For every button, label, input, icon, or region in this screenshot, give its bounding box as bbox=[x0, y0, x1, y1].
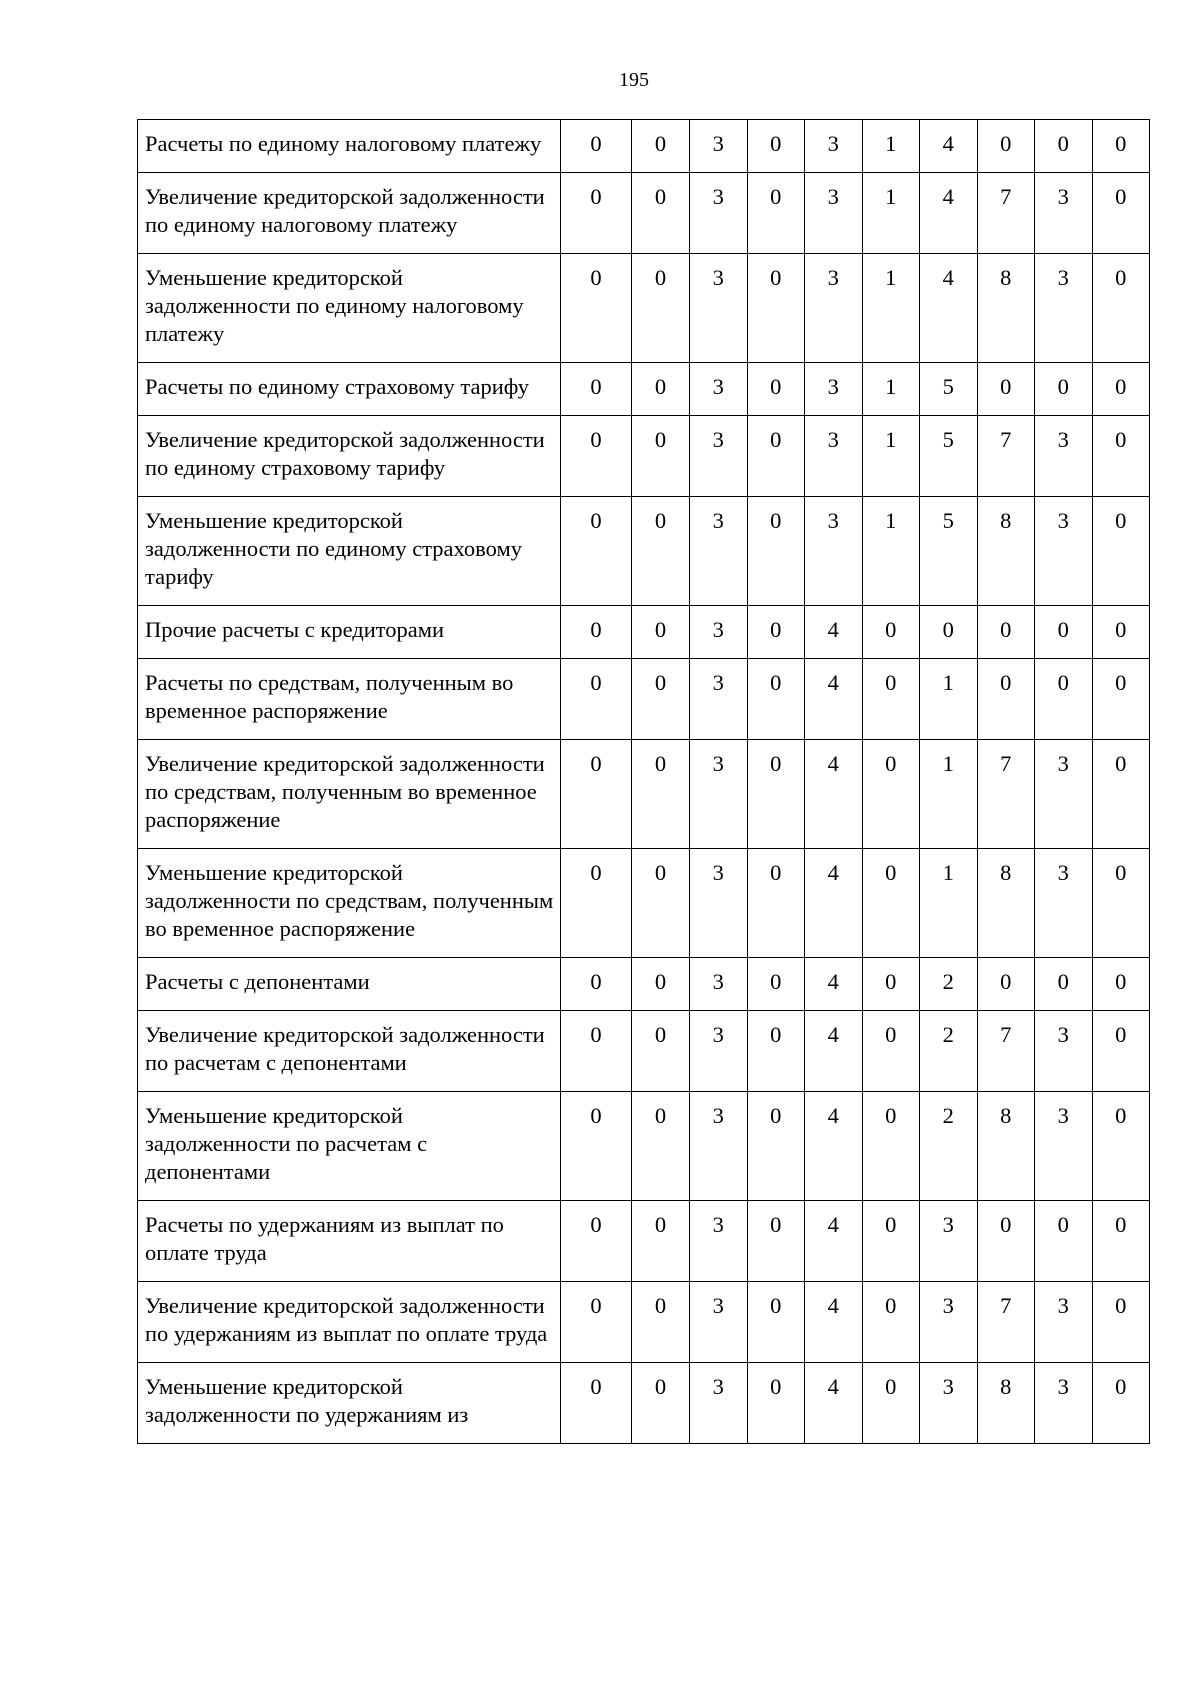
code-digit-cell: 0 bbox=[977, 958, 1035, 1011]
table-row bbox=[138, 497, 1150, 606]
code-digit-cell: 0 bbox=[1092, 659, 1150, 740]
code-digit-cell: 0 bbox=[1092, 1363, 1150, 1444]
code-digit-cell: 4 bbox=[805, 1092, 863, 1201]
code-digit-cell: 8 bbox=[977, 497, 1035, 606]
code-digit-cell: 0 bbox=[561, 1092, 632, 1201]
code-digit-cell: 3 bbox=[920, 1282, 978, 1363]
code-digit-cell: 4 bbox=[805, 1282, 863, 1363]
code-digit-cell: 0 bbox=[977, 1201, 1035, 1282]
code-digit-cell: 3 bbox=[805, 363, 863, 416]
table-body bbox=[138, 120, 1150, 1444]
code-digit-cell: 5 bbox=[920, 363, 978, 416]
code-digit-cell: 0 bbox=[561, 173, 632, 254]
code-digit-cell: 0 bbox=[1092, 958, 1150, 1011]
account-name-cell: Расчеты по единому налоговому платежу bbox=[138, 120, 561, 173]
table-row bbox=[138, 740, 1150, 849]
code-digit-cell: 0 bbox=[1092, 849, 1150, 958]
code-digit-cell: 3 bbox=[690, 958, 748, 1011]
code-digit-cell: 2 bbox=[920, 958, 978, 1011]
code-digit-cell: 3 bbox=[690, 497, 748, 606]
code-digit-cell: 0 bbox=[632, 1282, 690, 1363]
code-digit-cell: 3 bbox=[690, 740, 748, 849]
code-digit-cell: 7 bbox=[977, 740, 1035, 849]
table-row bbox=[138, 1363, 1150, 1444]
code-digit-cell: 0 bbox=[561, 659, 632, 740]
code-digit-cell: 0 bbox=[977, 363, 1035, 416]
code-digit-cell: 3 bbox=[690, 120, 748, 173]
code-digit-cell: 0 bbox=[1035, 659, 1093, 740]
code-digit-cell: 0 bbox=[632, 173, 690, 254]
code-digit-cell: 0 bbox=[747, 1201, 805, 1282]
code-digit-cell: 0 bbox=[632, 1011, 690, 1092]
table-row bbox=[138, 1201, 1150, 1282]
account-name-cell: Уменьшение кредиторской задолженности по единому налоговому платежу bbox=[138, 254, 561, 363]
code-digit-cell: 1 bbox=[920, 740, 978, 849]
code-digit-cell: 0 bbox=[862, 606, 920, 659]
code-digit-cell: 0 bbox=[747, 363, 805, 416]
table-row bbox=[138, 606, 1150, 659]
code-digit-cell: 7 bbox=[977, 1282, 1035, 1363]
code-digit-cell: 0 bbox=[1035, 958, 1093, 1011]
code-digit-cell: 0 bbox=[747, 958, 805, 1011]
code-digit-cell: 3 bbox=[1035, 416, 1093, 497]
code-digit-cell: 3 bbox=[805, 497, 863, 606]
code-digit-cell: 0 bbox=[862, 958, 920, 1011]
code-digit-cell: 0 bbox=[561, 1201, 632, 1282]
page-number: 195 bbox=[619, 69, 649, 91]
code-digit-cell: 0 bbox=[862, 1282, 920, 1363]
code-digit-cell: 0 bbox=[1092, 254, 1150, 363]
code-digit-cell: 0 bbox=[862, 1011, 920, 1092]
account-name-cell: Уменьшение кредиторской задолженности по расчетам с депонентами bbox=[138, 1092, 561, 1201]
code-digit-cell: 0 bbox=[747, 497, 805, 606]
account-codes-table bbox=[137, 119, 1150, 1444]
code-digit-cell: 1 bbox=[862, 120, 920, 173]
code-digit-cell: 3 bbox=[1035, 497, 1093, 606]
code-digit-cell: 4 bbox=[920, 173, 978, 254]
account-name-cell: Прочие расчеты с кредиторами bbox=[138, 606, 561, 659]
code-digit-cell: 0 bbox=[561, 254, 632, 363]
code-digit-cell: 3 bbox=[690, 173, 748, 254]
code-digit-cell: 4 bbox=[805, 659, 863, 740]
account-name-cell: Расчеты по единому страховому тарифу bbox=[138, 363, 561, 416]
code-digit-cell: 0 bbox=[1092, 497, 1150, 606]
account-name-cell: Уменьшение кредиторской задолженности по удержаниям из bbox=[138, 1363, 561, 1444]
code-digit-cell: 8 bbox=[977, 849, 1035, 958]
table-row bbox=[138, 363, 1150, 416]
code-digit-cell: 1 bbox=[862, 497, 920, 606]
code-digit-cell: 4 bbox=[805, 740, 863, 849]
code-digit-cell: 4 bbox=[805, 849, 863, 958]
code-digit-cell: 3 bbox=[690, 1092, 748, 1201]
account-name-cell: Расчеты по удержаниям из выплат по оплате труда bbox=[138, 1201, 561, 1282]
account-name-cell: Увеличение кредиторской задолженности по единому страховому тарифу bbox=[138, 416, 561, 497]
code-digit-cell: 0 bbox=[632, 497, 690, 606]
code-digit-cell: 8 bbox=[977, 1363, 1035, 1444]
code-digit-cell: 4 bbox=[805, 1011, 863, 1092]
code-digit-cell: 3 bbox=[690, 1011, 748, 1092]
table-row bbox=[138, 1282, 1150, 1363]
code-digit-cell: 4 bbox=[805, 606, 863, 659]
code-digit-cell: 3 bbox=[690, 1282, 748, 1363]
code-digit-cell: 0 bbox=[632, 659, 690, 740]
code-digit-cell: 0 bbox=[862, 849, 920, 958]
code-digit-cell: 0 bbox=[632, 958, 690, 1011]
code-digit-cell: 0 bbox=[632, 254, 690, 363]
account-name-cell: Увеличение кредиторской задолженности по удержаниям из выплат по оплате труда bbox=[138, 1282, 561, 1363]
code-digit-cell: 0 bbox=[561, 958, 632, 1011]
code-digit-cell: 7 bbox=[977, 416, 1035, 497]
code-digit-cell: 3 bbox=[1035, 740, 1093, 849]
code-digit-cell: 0 bbox=[1035, 120, 1093, 173]
table-row bbox=[138, 416, 1150, 497]
code-digit-cell: 4 bbox=[805, 1201, 863, 1282]
code-digit-cell: 0 bbox=[747, 120, 805, 173]
code-digit-cell: 0 bbox=[1035, 606, 1093, 659]
table-row bbox=[138, 1092, 1150, 1201]
code-digit-cell: 3 bbox=[1035, 1092, 1093, 1201]
code-digit-cell: 0 bbox=[747, 416, 805, 497]
code-digit-cell: 0 bbox=[632, 1092, 690, 1201]
code-digit-cell: 0 bbox=[632, 849, 690, 958]
table-row bbox=[138, 173, 1150, 254]
code-digit-cell: 5 bbox=[920, 416, 978, 497]
code-digit-cell: 0 bbox=[561, 416, 632, 497]
code-digit-cell: 4 bbox=[805, 1363, 863, 1444]
code-digit-cell: 3 bbox=[1035, 1363, 1093, 1444]
code-digit-cell: 3 bbox=[690, 606, 748, 659]
code-digit-cell: 0 bbox=[1035, 1201, 1093, 1282]
code-digit-cell: 3 bbox=[690, 849, 748, 958]
code-digit-cell: 3 bbox=[920, 1201, 978, 1282]
code-digit-cell: 0 bbox=[561, 497, 632, 606]
code-digit-cell: 0 bbox=[1092, 363, 1150, 416]
code-digit-cell: 0 bbox=[1092, 1011, 1150, 1092]
account-name-cell: Увеличение кредиторской задолженности по расчетам с депонентами bbox=[138, 1011, 561, 1092]
code-digit-cell: 3 bbox=[805, 173, 863, 254]
code-digit-cell: 0 bbox=[632, 1201, 690, 1282]
code-digit-cell: 2 bbox=[920, 1011, 978, 1092]
code-digit-cell: 0 bbox=[747, 1282, 805, 1363]
code-digit-cell: 0 bbox=[747, 849, 805, 958]
code-digit-cell: 0 bbox=[1092, 1092, 1150, 1201]
code-digit-cell: 3 bbox=[690, 254, 748, 363]
code-digit-cell: 1 bbox=[862, 254, 920, 363]
table-row bbox=[138, 958, 1150, 1011]
code-digit-cell: 0 bbox=[747, 173, 805, 254]
code-digit-cell: 3 bbox=[690, 1201, 748, 1282]
account-name-cell: Уменьшение кредиторской задолженности по средствам, полученным во временное распоряжение bbox=[138, 849, 561, 958]
code-digit-cell: 0 bbox=[1035, 363, 1093, 416]
code-digit-cell: 0 bbox=[747, 1092, 805, 1201]
account-name-cell: Расчеты по средствам, полученным во временное распоряжение bbox=[138, 659, 561, 740]
code-digit-cell: 0 bbox=[632, 416, 690, 497]
code-digit-cell: 0 bbox=[977, 120, 1035, 173]
code-digit-cell: 0 bbox=[862, 740, 920, 849]
code-digit-cell: 3 bbox=[690, 416, 748, 497]
table-row bbox=[138, 659, 1150, 740]
code-digit-cell: 3 bbox=[1035, 254, 1093, 363]
code-digit-cell: 3 bbox=[690, 363, 748, 416]
code-digit-cell: 3 bbox=[805, 254, 863, 363]
code-digit-cell: 0 bbox=[632, 606, 690, 659]
code-digit-cell: 0 bbox=[747, 1011, 805, 1092]
table-row bbox=[138, 120, 1150, 173]
code-digit-cell: 0 bbox=[561, 740, 632, 849]
code-digit-cell: 0 bbox=[747, 1363, 805, 1444]
code-digit-cell: 3 bbox=[1035, 173, 1093, 254]
code-digit-cell: 1 bbox=[920, 849, 978, 958]
code-digit-cell: 1 bbox=[862, 363, 920, 416]
code-digit-cell: 0 bbox=[862, 1363, 920, 1444]
code-digit-cell: 0 bbox=[632, 120, 690, 173]
code-digit-cell: 0 bbox=[862, 659, 920, 740]
code-digit-cell: 7 bbox=[977, 1011, 1035, 1092]
account-name-cell: Уменьшение кредиторской задолженности по единому страховому тарифу bbox=[138, 497, 561, 606]
code-digit-cell: 7 bbox=[977, 173, 1035, 254]
code-digit-cell: 8 bbox=[977, 1092, 1035, 1201]
code-digit-cell: 0 bbox=[632, 740, 690, 849]
code-digit-cell: 0 bbox=[561, 1363, 632, 1444]
code-digit-cell: 3 bbox=[1035, 1282, 1093, 1363]
code-digit-cell: 1 bbox=[862, 416, 920, 497]
code-digit-cell: 3 bbox=[805, 120, 863, 173]
code-digit-cell: 0 bbox=[747, 659, 805, 740]
code-digit-cell: 5 bbox=[920, 497, 978, 606]
code-digit-cell: 3 bbox=[805, 416, 863, 497]
code-digit-cell: 0 bbox=[977, 606, 1035, 659]
code-digit-cell: 0 bbox=[920, 606, 978, 659]
code-digit-cell: 0 bbox=[561, 120, 632, 173]
table-row bbox=[138, 254, 1150, 363]
code-digit-cell: 3 bbox=[1035, 1011, 1093, 1092]
code-digit-cell: 0 bbox=[561, 606, 632, 659]
code-digit-cell: 3 bbox=[690, 659, 748, 740]
code-digit-cell: 8 bbox=[977, 254, 1035, 363]
code-digit-cell: 4 bbox=[920, 120, 978, 173]
code-digit-cell: 0 bbox=[747, 606, 805, 659]
code-digit-cell: 2 bbox=[920, 1092, 978, 1201]
code-digit-cell: 3 bbox=[690, 1363, 748, 1444]
code-digit-cell: 0 bbox=[1092, 416, 1150, 497]
code-digit-cell: 0 bbox=[1092, 173, 1150, 254]
code-digit-cell: 3 bbox=[1035, 849, 1093, 958]
table-row bbox=[138, 849, 1150, 958]
code-digit-cell: 0 bbox=[1092, 1282, 1150, 1363]
code-digit-cell: 3 bbox=[920, 1363, 978, 1444]
code-digit-cell: 1 bbox=[920, 659, 978, 740]
code-digit-cell: 0 bbox=[1092, 120, 1150, 173]
account-name-cell: Увеличение кредиторской задолженности по единому налоговому платежу bbox=[138, 173, 561, 254]
table-row bbox=[138, 1011, 1150, 1092]
code-digit-cell: 0 bbox=[747, 254, 805, 363]
account-name-cell: Увеличение кредиторской задолженности по средствам, полученным во временное распоряжение bbox=[138, 740, 561, 849]
code-digit-cell: 1 bbox=[862, 173, 920, 254]
code-digit-cell: 0 bbox=[561, 849, 632, 958]
code-digit-cell: 0 bbox=[632, 1363, 690, 1444]
code-digit-cell: 0 bbox=[862, 1092, 920, 1201]
code-digit-cell: 4 bbox=[805, 958, 863, 1011]
code-digit-cell: 0 bbox=[862, 1201, 920, 1282]
code-digit-cell: 0 bbox=[977, 659, 1035, 740]
code-digit-cell: 0 bbox=[1092, 1201, 1150, 1282]
code-digit-cell: 0 bbox=[561, 1011, 632, 1092]
code-digit-cell: 0 bbox=[1092, 606, 1150, 659]
code-digit-cell: 0 bbox=[561, 1282, 632, 1363]
code-digit-cell: 0 bbox=[747, 740, 805, 849]
code-digit-cell: 0 bbox=[1092, 740, 1150, 849]
code-digit-cell: 4 bbox=[920, 254, 978, 363]
code-digit-cell: 0 bbox=[561, 363, 632, 416]
account-name-cell: Расчеты с депонентами bbox=[138, 958, 561, 1011]
code-digit-cell: 0 bbox=[632, 363, 690, 416]
